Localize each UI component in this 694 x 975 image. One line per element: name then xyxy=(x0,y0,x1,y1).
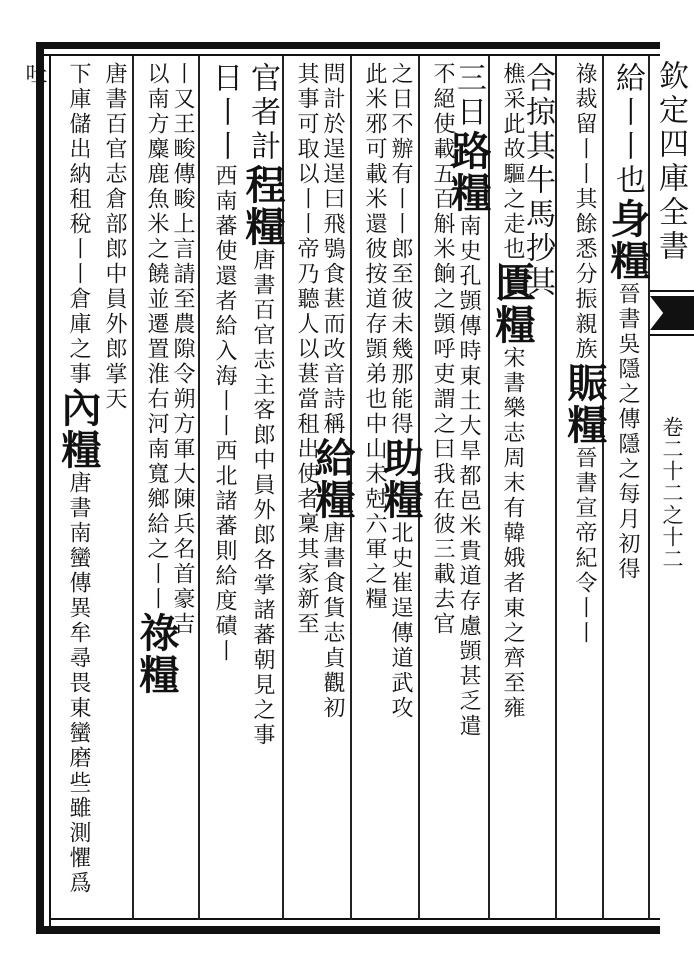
column-text: 此米邪可載米還彼按道存顗弟也 xyxy=(362,62,387,412)
frame-top-border xyxy=(36,42,660,49)
column-text: 不絕 xyxy=(430,62,455,112)
entry-text: 晉書宣帝紀令丨丨 xyxy=(572,446,597,646)
entry-text: 使載五百斛米餉之顗呼吏謂之曰我在彼三載去官 xyxy=(430,112,455,637)
entry-text: 中山未尅六軍之糧 xyxy=(362,412,387,612)
entry-heading: 內糧 xyxy=(55,387,102,471)
frame-left-inner-border xyxy=(49,54,51,926)
text-column xyxy=(284,62,328,914)
entry-text: 北史崔逞傳道武攻 xyxy=(388,521,413,721)
entry-text: 宋書樂志周末有韓娥者東之齊至雍 xyxy=(500,346,525,721)
text-column xyxy=(605,62,649,914)
column-text: 三日 xyxy=(451,62,486,130)
volume-label: 卷二十二之十二 xyxy=(660,416,684,570)
fishtail-rule xyxy=(650,290,694,292)
text-column xyxy=(240,62,284,914)
entry-heading: 身糧 xyxy=(604,198,651,282)
column-text: 其事可取以丨丨帝乃聽人以葚當租 xyxy=(294,62,319,437)
frame-bottom-border xyxy=(36,926,660,934)
text-column xyxy=(22,62,102,914)
entry-heading: 程糧 xyxy=(239,164,286,248)
fishtail-rule xyxy=(650,334,694,336)
column-text: 官者計 xyxy=(245,62,280,164)
text-column xyxy=(490,62,534,914)
column-text: 問計於逞逞曰飛鴞食葚而改音詩稱 xyxy=(320,62,345,437)
entry-heading: 給糧 xyxy=(309,437,356,521)
entry-text: 西南蕃使還者給入海丨丨西北諸蕃則給度磧丨 xyxy=(212,164,237,664)
frame-left-border xyxy=(36,42,44,932)
text-column xyxy=(134,62,178,914)
entry-text: 唐書食貨志貞觀初 xyxy=(320,521,345,721)
text-column xyxy=(420,62,464,914)
column-text: 丨又王畯傳畯上言請至農隙令朔方軍大陳兵名首豪吉 xyxy=(170,62,195,637)
column-text: 之日不辦有丨丨郎至彼未幾那能得 xyxy=(388,62,413,437)
entry-text: 祿裁留丨丨其餘悉分振親族 xyxy=(572,62,597,362)
entry-text: 南史孔顗傳時東土大旱都邑米貴道存慮顗甚乏遣 xyxy=(456,214,481,739)
entry-heading: 路糧 xyxy=(445,130,492,214)
entry-text: 出使者稟其家新至 xyxy=(294,437,319,637)
column-text: 以南方麋鹿魚米之饒並遷置淮右河南寬鄉給之丨丨 xyxy=(144,62,169,612)
column-text: 日丨丨 xyxy=(207,62,242,164)
column-text: 樵采此故驅之走也 xyxy=(500,62,525,262)
column-text: 給丨丨也 xyxy=(610,62,645,198)
entry-heading: 祿糧 xyxy=(133,612,180,696)
text-column xyxy=(562,62,606,914)
book-title: 欽定四庫全書 xyxy=(653,60,688,264)
frame-top-inner-border xyxy=(36,54,660,56)
entry-text: 唐書南蠻傳異牟尋畏 xyxy=(66,471,91,696)
column-text: 唐書百官志倉部郎中員外郎掌天 xyxy=(102,62,127,412)
entry-heading: 助糧 xyxy=(377,437,424,521)
text-column xyxy=(202,62,246,914)
entry-heading: 匱糧 xyxy=(489,262,536,346)
fishtail-mark xyxy=(650,296,694,330)
entry-text: 唐書百官志主客郎中員外郎各掌諸蕃朝見之事 xyxy=(250,248,275,748)
frame-bottom-inner-border xyxy=(49,918,660,920)
entry-text: 晉書吳隱之傳隱之每月初得 xyxy=(615,282,640,582)
entry-text: 東蠻磨些雖測懼爲吐 xyxy=(22,62,91,896)
text-column xyxy=(352,62,396,914)
column-text: 合掠其牛馬抄其 xyxy=(520,62,555,300)
column-text: 下庫儲出納租稅丨丨倉庫之事 xyxy=(66,62,91,387)
entry-heading: 賑糧 xyxy=(561,362,608,446)
